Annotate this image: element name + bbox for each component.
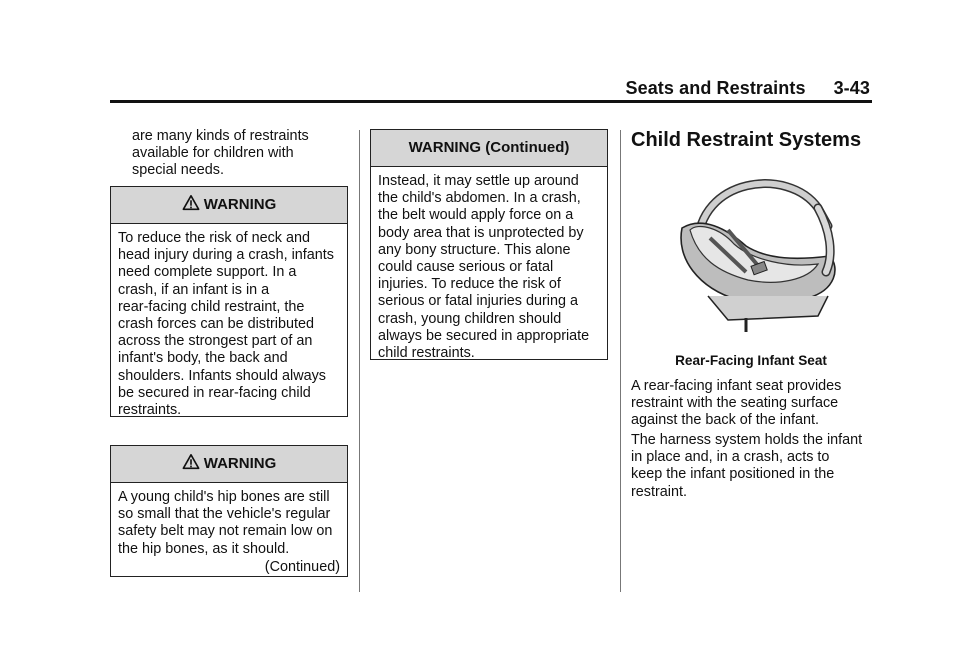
text-line: the belt would apply force on a xyxy=(378,207,574,224)
warning-header xyxy=(111,446,347,483)
text-line: body area that is unprotected by xyxy=(378,224,584,241)
text-line: keep the infant positioned in the xyxy=(631,466,835,483)
column-1 xyxy=(110,128,348,180)
warning-body xyxy=(111,483,347,584)
text-line: are many kinds of restraints xyxy=(132,128,309,144)
text-line: Instead, it may settle up around xyxy=(378,173,579,189)
text-line: restraint. xyxy=(631,483,687,500)
intro-paragraph xyxy=(110,128,348,180)
warning-box-neck xyxy=(110,186,348,417)
text-line: restraint with the seating surface xyxy=(631,395,839,412)
column-divider-2 xyxy=(620,130,621,592)
paragraph-harness xyxy=(631,432,871,501)
text-line: head injury during a crash, infants xyxy=(118,247,334,264)
caution-triangle-icon xyxy=(182,194,200,212)
warning-title: WARNING xyxy=(203,455,277,472)
warning-box-hip-bones xyxy=(110,445,348,577)
text-line: could cause serious or fatal xyxy=(378,259,554,276)
caution-triangle-icon xyxy=(182,453,200,471)
warning-body xyxy=(111,224,347,427)
text-line: special needs. xyxy=(132,162,225,179)
text-line: The harness system holds the infant xyxy=(631,432,863,448)
page-header xyxy=(110,78,872,103)
text-line: crash, if an infant is in a xyxy=(118,281,270,298)
text-line: the hip bones, as it should. xyxy=(118,540,290,557)
text-line: any bony structure. This alone xyxy=(378,241,571,258)
text-line: crash, young children should xyxy=(378,310,562,327)
text-line: A rear-facing infant seat provides xyxy=(631,378,842,394)
warning-header: WARNING (Continued) xyxy=(371,130,607,167)
column-divider-1 xyxy=(359,130,360,592)
continued-label: (Continued) xyxy=(264,558,340,575)
text-line: always be secured in appropriate xyxy=(378,327,590,344)
text-line: A young child's hip bones are still xyxy=(118,489,330,505)
page-number: 3-43 xyxy=(833,78,870,98)
text-line: restraints. xyxy=(118,402,182,419)
warning-box-continued xyxy=(370,129,608,360)
text-line: available for children with xyxy=(132,145,294,162)
text-line: shoulders. Infants should always xyxy=(118,367,326,384)
warning-body xyxy=(371,167,607,370)
paragraph-infant-seat xyxy=(631,378,871,430)
header-text xyxy=(625,78,870,99)
infant-seat-illustration xyxy=(668,168,848,338)
text-line: against the back of the infant. xyxy=(631,412,820,429)
text-line: across the strongest part of an xyxy=(118,333,313,350)
text-line: To reduce the risk of neck and xyxy=(118,230,310,246)
text-line: be secured in rear-facing child xyxy=(118,384,311,401)
warning-header xyxy=(111,187,347,224)
text-line: so small that the vehicle's regular xyxy=(118,506,331,523)
text-line: child restraints. xyxy=(378,345,475,362)
text-line: infant's body, the back and xyxy=(118,350,288,367)
text-line: rear-facing child restraint, the xyxy=(118,298,305,315)
warning-title: WARNING xyxy=(203,196,277,213)
figure-caption: Rear-Facing Infant Seat xyxy=(675,353,827,368)
text-line: in place and, in a crash, acts to xyxy=(631,449,830,466)
text-line: the child's abdomen. In a crash, xyxy=(378,190,581,207)
text-line: serious or fatal injuries during a xyxy=(378,293,578,310)
text-line: need complete support. In a xyxy=(118,264,297,281)
text-line: safety belt may not remain low on xyxy=(118,523,333,540)
text-line: crash forces can be distributed xyxy=(118,316,314,333)
section-heading: Child Restraint Systems xyxy=(631,129,862,151)
text-line: injuries. To reduce the risk of xyxy=(378,276,561,293)
section-title: Seats and Restraints xyxy=(625,78,806,98)
